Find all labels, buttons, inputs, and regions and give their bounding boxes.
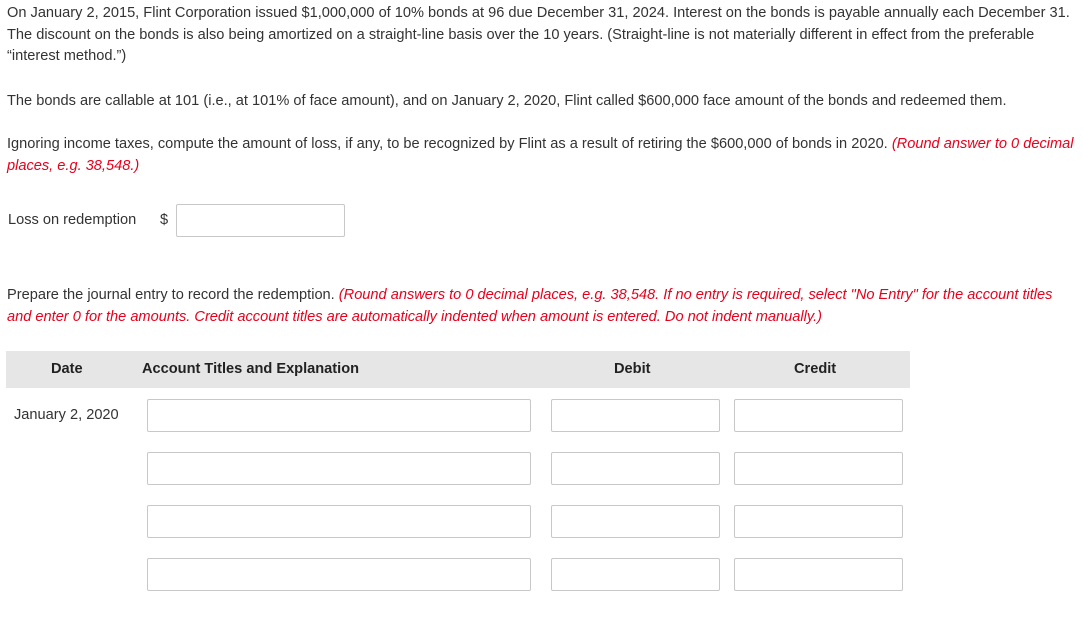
journal-row-date: January 2, 2020 bbox=[14, 407, 119, 423]
debit-input[interactable] bbox=[551, 558, 720, 591]
loss-on-redemption-label: Loss on redemption bbox=[8, 212, 137, 228]
credit-input[interactable] bbox=[734, 399, 903, 432]
credit-input[interactable] bbox=[734, 452, 903, 485]
debit-input[interactable] bbox=[551, 399, 720, 432]
journal-row bbox=[0, 505, 1083, 538]
account-title-input[interactable] bbox=[147, 452, 531, 485]
journal-table-header bbox=[6, 351, 910, 388]
debit-input[interactable] bbox=[551, 452, 720, 485]
journal-row bbox=[0, 558, 1083, 591]
debit-input[interactable] bbox=[551, 505, 720, 538]
loss-question-hint: (Round answer to 0 decimal places, e.g. 38,548.) bbox=[7, 136, 1074, 174]
journal-instruction bbox=[7, 285, 1075, 328]
problem-intro: On January 2, 2015, Flint Corporation issued $1,000,000 of 10% bonds at 96 due December 31, 2024. Interest on the bonds is payable annually each December 31. The discount on the bonds is also being amortized on a straight-line basis over the 10 years. (Straight-line is not materially different in effect from the preferable “interest method.”) bbox=[7, 5, 1070, 64]
journal-row bbox=[0, 452, 1083, 485]
header-date: Date bbox=[51, 361, 83, 377]
header-debit: Debit bbox=[614, 361, 651, 377]
loss-on-redemption-input[interactable] bbox=[176, 204, 345, 237]
header-account-titles: Account Titles and Explanation bbox=[142, 361, 360, 377]
loss-question bbox=[7, 134, 1075, 177]
journal-instruction-hint: (Round answers to 0 decimal places, e.g. 38,548. If no entry is required, select "No Entry" for the account titles and enter 0 for the amounts. Credit account titles are automatically indented when amount is entered. Do not indent manually.) bbox=[7, 287, 1053, 325]
account-title-input[interactable] bbox=[147, 399, 531, 432]
credit-input[interactable] bbox=[734, 558, 903, 591]
header-credit: Credit bbox=[794, 361, 837, 377]
journal-instruction-text: Prepare the journal entry to record the redemption. bbox=[7, 287, 335, 303]
dollar-sign: $ bbox=[160, 212, 169, 228]
journal-row bbox=[0, 399, 1083, 432]
loss-question-text: Ignoring income taxes, compute the amount of loss, if any, to be recognized by Flint as a result of retiring the $600,000 of bonds in 2020. bbox=[7, 136, 888, 152]
credit-input[interactable] bbox=[734, 505, 903, 538]
account-title-input[interactable] bbox=[147, 558, 531, 591]
problem-callable: The bonds are callable at 101 (i.e., at 101% of face amount), and on January 2, 2020, Flint called $600,000 face amount of the bonds and redeemed them. bbox=[7, 93, 1007, 109]
account-title-input[interactable] bbox=[147, 505, 531, 538]
